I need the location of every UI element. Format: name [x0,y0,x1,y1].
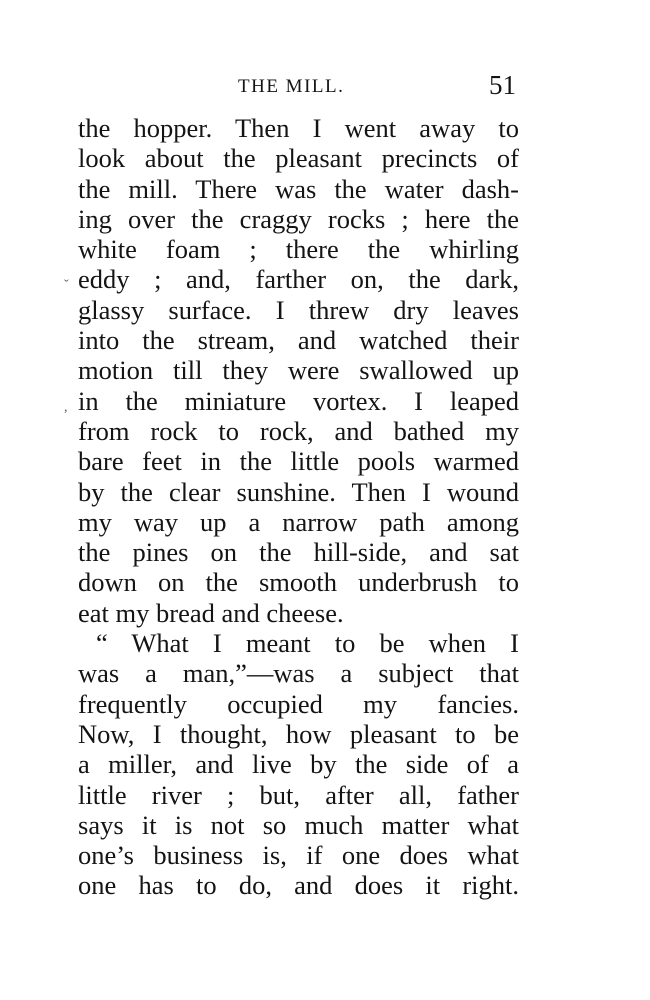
stray-mark: , [64,400,68,415]
text-line: look about the pleasant precincts of [78,143,519,174]
text-line: ing over the craggy rocks ; here the [78,203,519,234]
text-line: eddy ; and, farther on, the dark, [78,264,519,295]
text-line: from rock to rock, and bathed my [78,415,519,446]
text-line: little river ; but, after all, father [78,779,519,810]
text-line: white foam ; there the whirling [78,234,519,265]
page-header [78,72,518,102]
text-line: Now, I thought, how pleasant to be [78,718,519,749]
text-line: into the stream, and watched their [78,325,519,356]
text-line: in the miniature vortex. I leaped [78,385,519,416]
text-line: the hopper. Then I went away to [78,113,519,143]
text-line: my way up a narrow path among [78,506,519,537]
running-head: THE MILL. [238,76,345,97]
text-line: glassy surface. I threw dry leaves [78,294,519,325]
text-line: frequently occupied my fancies. [78,688,519,719]
text-line: motion till they were swallowed up [78,355,519,386]
text-line: down on the smooth underbrush to [78,567,519,598]
text-line: one’s business is, if one does what [78,840,519,871]
page-number: 51 [489,70,516,100]
text-line: “ What I meant to be when I [96,628,519,659]
text-line: by the clear sunshine. Then I wound [78,476,519,507]
text-line: bare feet in the little pools warmed [78,446,519,477]
body-text [78,113,519,901]
text-line: one has to do, and does it right. [78,870,519,901]
stray-mark: ˇ [64,278,69,293]
text-line: eat my bread and cheese. [78,597,344,628]
text-line: a miller, and live by the side of a [78,749,519,780]
text-line: was a man,”—was a subject that [78,658,519,689]
text-line: the mill. There was the water dash- [78,173,519,204]
text-line: the pines on the hill-side, and sat [78,537,519,568]
text-line: says it is not so much matter what [78,809,519,840]
